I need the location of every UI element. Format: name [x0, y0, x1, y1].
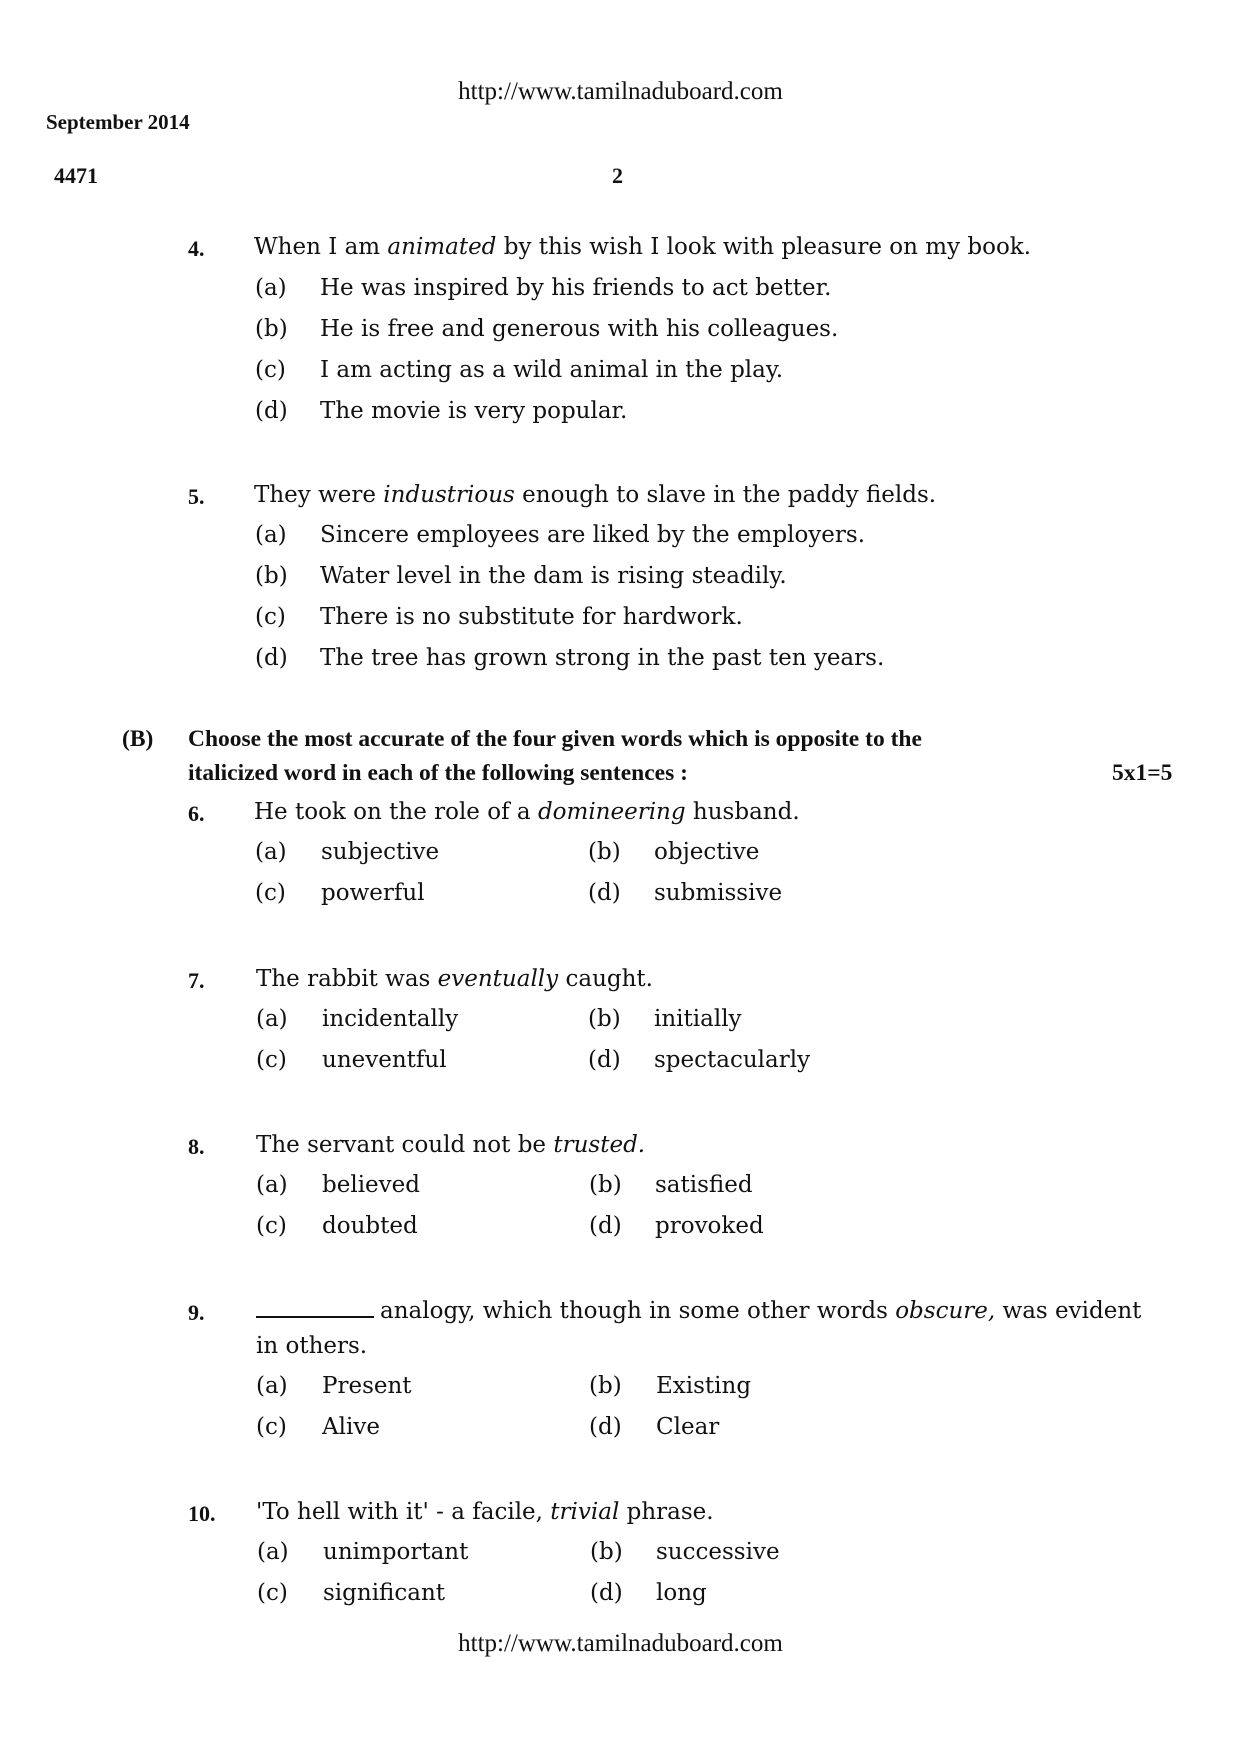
option-letter: (b) [590, 1539, 623, 1565]
question-text-part: by this wish I look with pleasure on my book. [496, 234, 1032, 260]
option-letter: (a) [256, 1373, 288, 1399]
option-letter: (d) [588, 1047, 621, 1073]
option-letter: (c) [257, 1580, 288, 1606]
question-text-part: 'To hell with it' - a facile, [256, 1499, 551, 1525]
option-letter: (a) [257, 1539, 289, 1565]
option-letter: (c) [256, 1047, 287, 1073]
question-text-part: phrase. [619, 1499, 714, 1525]
question-text-part: When I am [254, 234, 388, 260]
question-text [256, 964, 653, 994]
exam-date: September 2014 [46, 110, 190, 134]
option-text: Alive [322, 1414, 380, 1440]
option-text: Sincere employees are liked by the employers. [320, 522, 866, 548]
question-number: 5. [188, 484, 205, 509]
question-text-part: He took on the role of a [254, 799, 538, 825]
option-letter: (d) [255, 645, 288, 671]
option-letter: (b) [589, 1172, 622, 1198]
option-text: He is free and generous with his colleagues. [320, 316, 839, 342]
option-text: Present [322, 1373, 412, 1399]
option-letter: (d) [588, 880, 621, 906]
question-text-part: husband. [685, 799, 800, 825]
question-number: 9. [188, 1300, 205, 1325]
option-letter: (c) [255, 357, 286, 383]
option-text: Water level in the dam is rising steadily. [320, 563, 787, 589]
question-text-part: The servant could not be [256, 1132, 554, 1158]
italic-word: industrious [383, 482, 515, 508]
answer-blank [256, 1296, 374, 1318]
question-text [256, 1130, 645, 1160]
question-text [256, 1497, 714, 1527]
option-text: subjective [321, 839, 440, 865]
option-letter: (d) [589, 1213, 622, 1239]
option-text: long [656, 1580, 707, 1606]
option-text: Clear [656, 1414, 720, 1440]
option-text: I am acting as a wild animal in the play. [320, 357, 784, 383]
question-text-part: The rabbit was [256, 966, 438, 992]
option-letter: (a) [255, 522, 287, 548]
option-text: spectacularly [654, 1047, 811, 1073]
option-letter: (a) [256, 1172, 288, 1198]
paper-code: 4471 [54, 163, 98, 188]
option-letter: (b) [588, 1006, 621, 1032]
question-text-part: enough to slave in the paddy fields. [514, 482, 937, 508]
option-text: uneventful [322, 1047, 447, 1073]
option-letter: (c) [255, 604, 286, 630]
question-text-part: analogy, which though in some other words [380, 1298, 896, 1324]
option-letter: (c) [256, 1414, 287, 1440]
italic-word: eventually [437, 966, 559, 992]
section-instruction: Choose the most accurate of the four given words which is opposite to the [188, 726, 922, 752]
section-instruction: italicized word in each of the following sentences : [188, 760, 688, 786]
option-text: believed [322, 1172, 420, 1198]
italic-word: domineering [537, 799, 686, 825]
italic-word: obscure, [895, 1298, 996, 1324]
question-number: 10. [188, 1501, 216, 1526]
option-text: doubted [322, 1213, 418, 1239]
option-text: submissive [654, 880, 783, 906]
option-letter: (b) [255, 316, 288, 342]
question-number: 4. [188, 236, 205, 261]
question-text-part: caught. [558, 966, 653, 992]
option-text: significant [323, 1580, 446, 1606]
option-letter: (b) [588, 839, 621, 865]
section-marks: 5x1=5 [1112, 760, 1173, 786]
option-text: provoked [655, 1213, 764, 1239]
question-text [254, 480, 936, 510]
question-text-continued: in others. [256, 1333, 368, 1359]
option-letter: (a) [255, 275, 287, 301]
option-letter: (a) [256, 1006, 288, 1032]
option-text: The tree has grown strong in the past ten years. [320, 645, 885, 671]
option-letter: (b) [589, 1373, 622, 1399]
section-label: (B) [122, 726, 154, 752]
question-text-part: was evident [995, 1298, 1142, 1324]
italic-word: trusted. [553, 1132, 646, 1158]
question-text [254, 797, 800, 827]
question-number: 7. [188, 968, 205, 993]
option-text: He was inspired by his friends to act better. [320, 275, 832, 301]
option-text: satisfied [655, 1172, 753, 1198]
option-letter: (d) [590, 1580, 623, 1606]
question-text-part: They were [254, 482, 384, 508]
url-bottom: http://www.tamilnaduboard.com [458, 1630, 783, 1657]
option-text: The movie is very popular. [320, 398, 628, 424]
option-letter: (c) [255, 880, 286, 906]
option-letter: (a) [255, 839, 287, 865]
option-text: Existing [656, 1373, 752, 1399]
page-number: 2 [612, 163, 623, 188]
italic-word: trivial [550, 1499, 620, 1525]
option-text: unimportant [323, 1539, 469, 1565]
option-letter: (d) [589, 1414, 622, 1440]
option-text: incidentally [322, 1006, 459, 1032]
question-number: 6. [188, 801, 205, 826]
italic-word: animated [387, 234, 497, 260]
option-letter: (b) [255, 563, 288, 589]
option-text: powerful [321, 880, 425, 906]
option-text: objective [654, 839, 760, 865]
option-letter: (c) [256, 1213, 287, 1239]
url-top: http://www.tamilnaduboard.com [458, 78, 783, 105]
option-text: successive [656, 1539, 780, 1565]
option-letter: (d) [255, 398, 288, 424]
question-number: 8. [188, 1134, 205, 1159]
option-text: There is no substitute for hardwork. [320, 604, 743, 630]
question-text [256, 1296, 1141, 1326]
question-text [254, 232, 1031, 262]
option-text: initially [654, 1006, 742, 1032]
